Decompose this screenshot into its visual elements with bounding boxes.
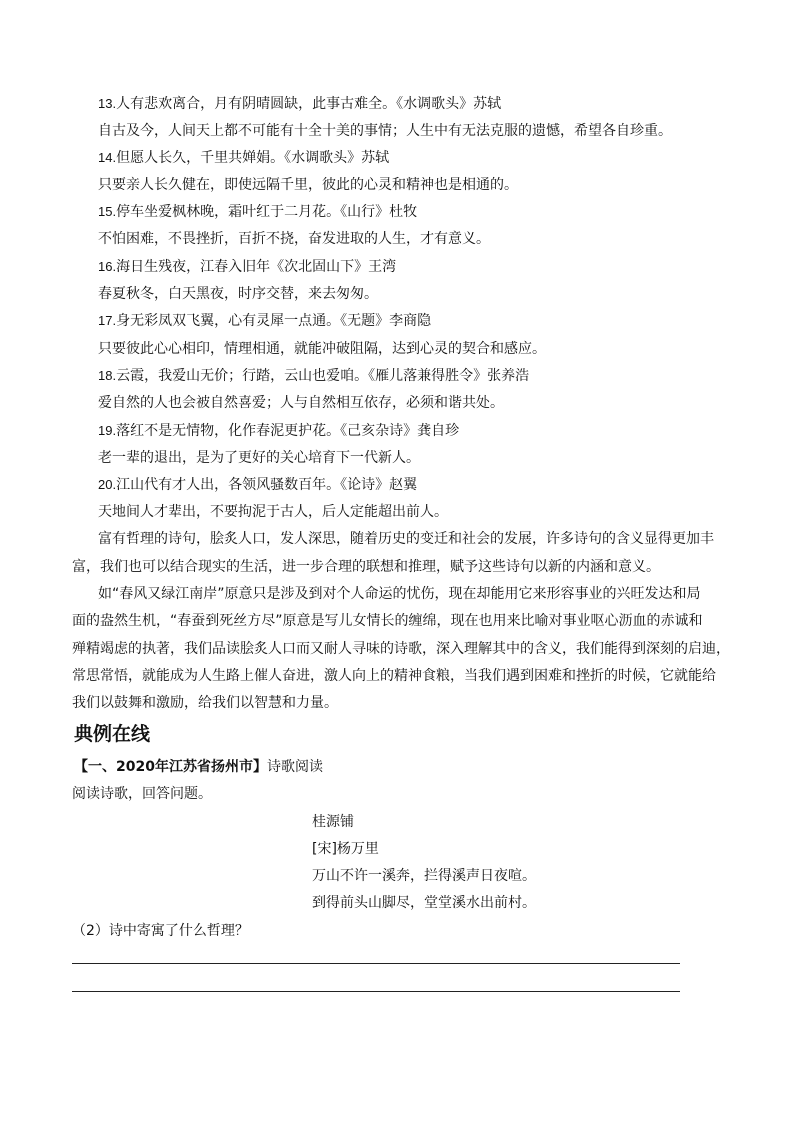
example-tag — [74, 757, 323, 777]
quote-14-meaning: 只要亲人长久健在，即使远隔千里，彼此的心灵和精神也是相通的。 — [98, 177, 518, 193]
paragraph-2-line-3: 殚精竭虑的执著，我们品读脍炙人口而又耐人寻味的诗歌，深入理解其中的含义，我们能得到深刻的启迪， — [72, 641, 730, 657]
section-heading: 典例在线 — [74, 723, 151, 745]
instruction: 阅读诗歌，回答问题。 — [72, 786, 212, 802]
quote-19-meaning: 老一辈的退出，是为了更好的关心培育下一代新人。 — [98, 450, 420, 466]
paragraph-1-line-1: 富有哲理的诗句，脍炙人口，发人深思，随着历史的变迁和社会的发展，许多诗句的含义显得更加丰 — [98, 531, 714, 547]
paragraph-2-line-2: 面的盎然生机，“春蚕到死丝方尽”原意是写儿女情长的缠绵，现在也用来比喻对事业呕心沥血的赤诚和 — [72, 613, 703, 629]
quote-18-verse: 18.云霞，我爱山无价；行踏，云山也爱咱。《雁儿落兼得胜令》张养浩 — [98, 368, 530, 384]
paragraph-2-line-5: 我们以鼓舞和激励，给我们以智慧和力量。 — [72, 695, 338, 711]
paragraph-2-line-1: 如“春风又绿江南岸”原意只是涉及到对个人命运的忧伤，现在却能用它来形容事业的兴旺发达和局 — [98, 586, 701, 602]
quote-16-verse: 16.海日生残夜，江春入旧年《次北固山下》王湾 — [98, 259, 397, 275]
paragraph-1-line-2: 富，我们也可以结合现实的生活，进一步合理的联想和推理，赋予这些诗句以新的内涵和意义。 — [72, 559, 660, 575]
poem-author: [宋]杨万里 — [312, 841, 379, 857]
quote-18-meaning: 爱自然的人也会被自然喜爱；人与自然相互依存，必须和谐共处。 — [98, 395, 504, 411]
example-type: 诗歌阅读 — [266, 759, 323, 775]
quote-19-verse: 19.落红不是无情物，化作春泥更护花。《己亥杂诗》龚自珍 — [98, 423, 460, 439]
answer-line-2[interactable] — [72, 991, 680, 992]
poem-title: 桂源铺 — [312, 814, 354, 830]
quote-14-verse: 14.但愿人长久，千里共婵娟。《水调歌头》苏轼 — [98, 150, 390, 166]
quote-16-meaning: 春夏秋冬，白天黑夜，时序交替，来去匆匆。 — [98, 286, 378, 302]
quote-17-meaning: 只要彼此心心相印，情理相通，就能冲破阻隔，达到心灵的契合和感应。 — [98, 341, 546, 357]
quote-20-meaning: 天地间人才辈出，不要拘泥于古人，后人定能超出前人。 — [98, 504, 448, 520]
quote-13-meaning: 自古及今，人间天上都不可能有十全十美的事情；人生中有无法克服的遗憾，希望各自珍重。 — [98, 123, 672, 139]
quote-13-verse: 13.人有悲欢离合，月有阴晴圆缺，此事古难全。《水调歌头》苏轼 — [98, 96, 502, 112]
quote-15-meaning: 不怕困难，不畏挫折，百折不挠，奋发进取的人生，才有意义。 — [98, 231, 490, 247]
paragraph-2-line-4: 常思常悟，就能成为人生路上催人奋进，激人向上的精神食粮，当我们遇到困难和挫折的时候，它就能给 — [72, 668, 716, 684]
quote-20-verse: 20.江山代有才人出，各领风骚数百年。《论诗》赵翼 — [98, 477, 418, 493]
example-source: 【一、2020年江苏省扬州市】 — [74, 759, 267, 775]
quote-15-verse: 15.停车坐爱枫林晚，霜叶红于二月花。《山行》杜牧 — [98, 204, 418, 220]
quote-17-verse: 17.身无彩凤双飞翼，心有灵犀一点通。《无题》李商隐 — [98, 313, 432, 329]
poem-line-1: 万山不许一溪奔，拦得溪声日夜喧。 — [312, 868, 536, 884]
answer-line-1[interactable] — [72, 963, 680, 964]
poem-line-2: 到得前头山脚尽，堂堂溪水出前村。 — [312, 895, 536, 911]
question-text: （2）诗中寄寓了什么哲理？ — [72, 923, 249, 939]
